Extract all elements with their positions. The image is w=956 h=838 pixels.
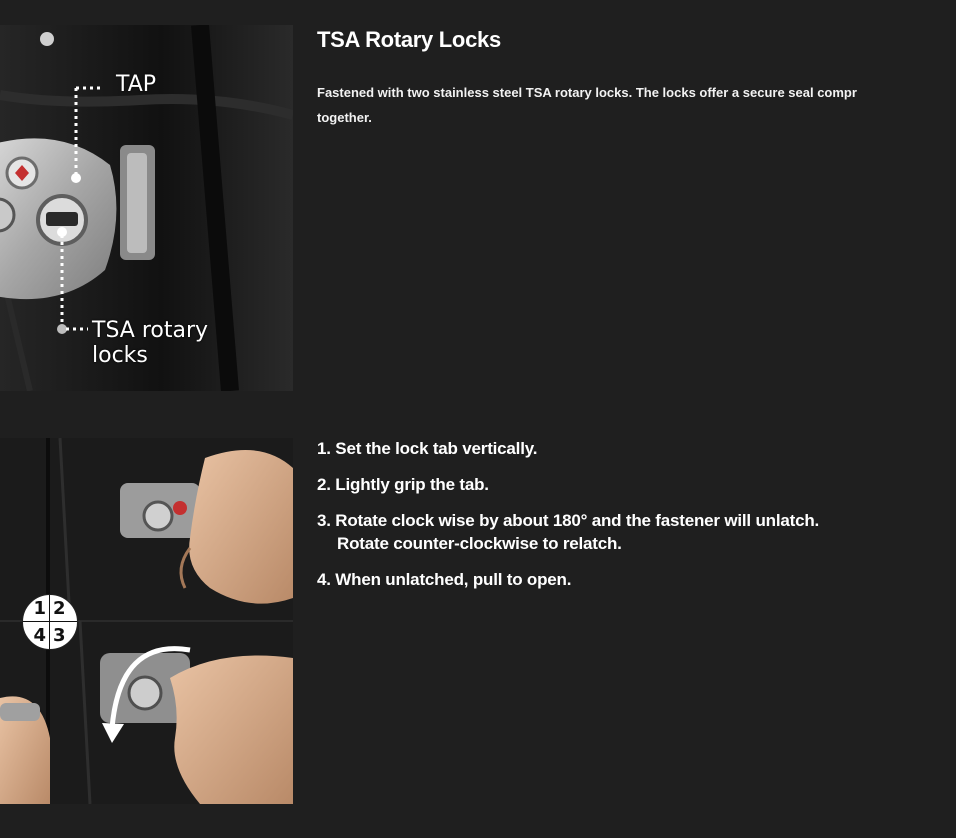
step-item xyxy=(317,437,819,460)
unlatch-steps-list xyxy=(317,437,819,604)
description-line: Fastened with two stainless steel TSA rotary locks. The locks offer a secure seal compr xyxy=(317,85,857,100)
step-3-text: 3. Rotate clock wise by about 180° and the fastener will unlatch. xyxy=(317,511,820,530)
step-badge-4: 4 xyxy=(23,622,50,649)
step-4-text: 4. When unlatched, pull to open. xyxy=(317,570,572,589)
step-badge-3: 3 xyxy=(53,625,66,646)
step-badge-1: 1 xyxy=(23,595,50,622)
description-line: together. xyxy=(317,110,372,125)
step-2-text: 2. Lightly grip the tab. xyxy=(317,475,489,494)
step-3-text-continued: Rotate counter-clockwise to relatch. xyxy=(337,534,622,553)
step-badge-2: 2 xyxy=(50,595,77,622)
step-item xyxy=(317,568,819,591)
step-1-text: 1. Set the lock tab vertically. xyxy=(317,439,538,458)
step-order-badge xyxy=(22,594,78,650)
step-item xyxy=(317,473,819,496)
section-title: TSA Rotary Locks xyxy=(317,27,501,52)
callout-tsa-rotary-locks-label: TSA rotary locks xyxy=(92,318,209,368)
callout-tap-label: TAP xyxy=(116,72,157,97)
section-description xyxy=(317,80,956,130)
step-item xyxy=(317,509,819,555)
